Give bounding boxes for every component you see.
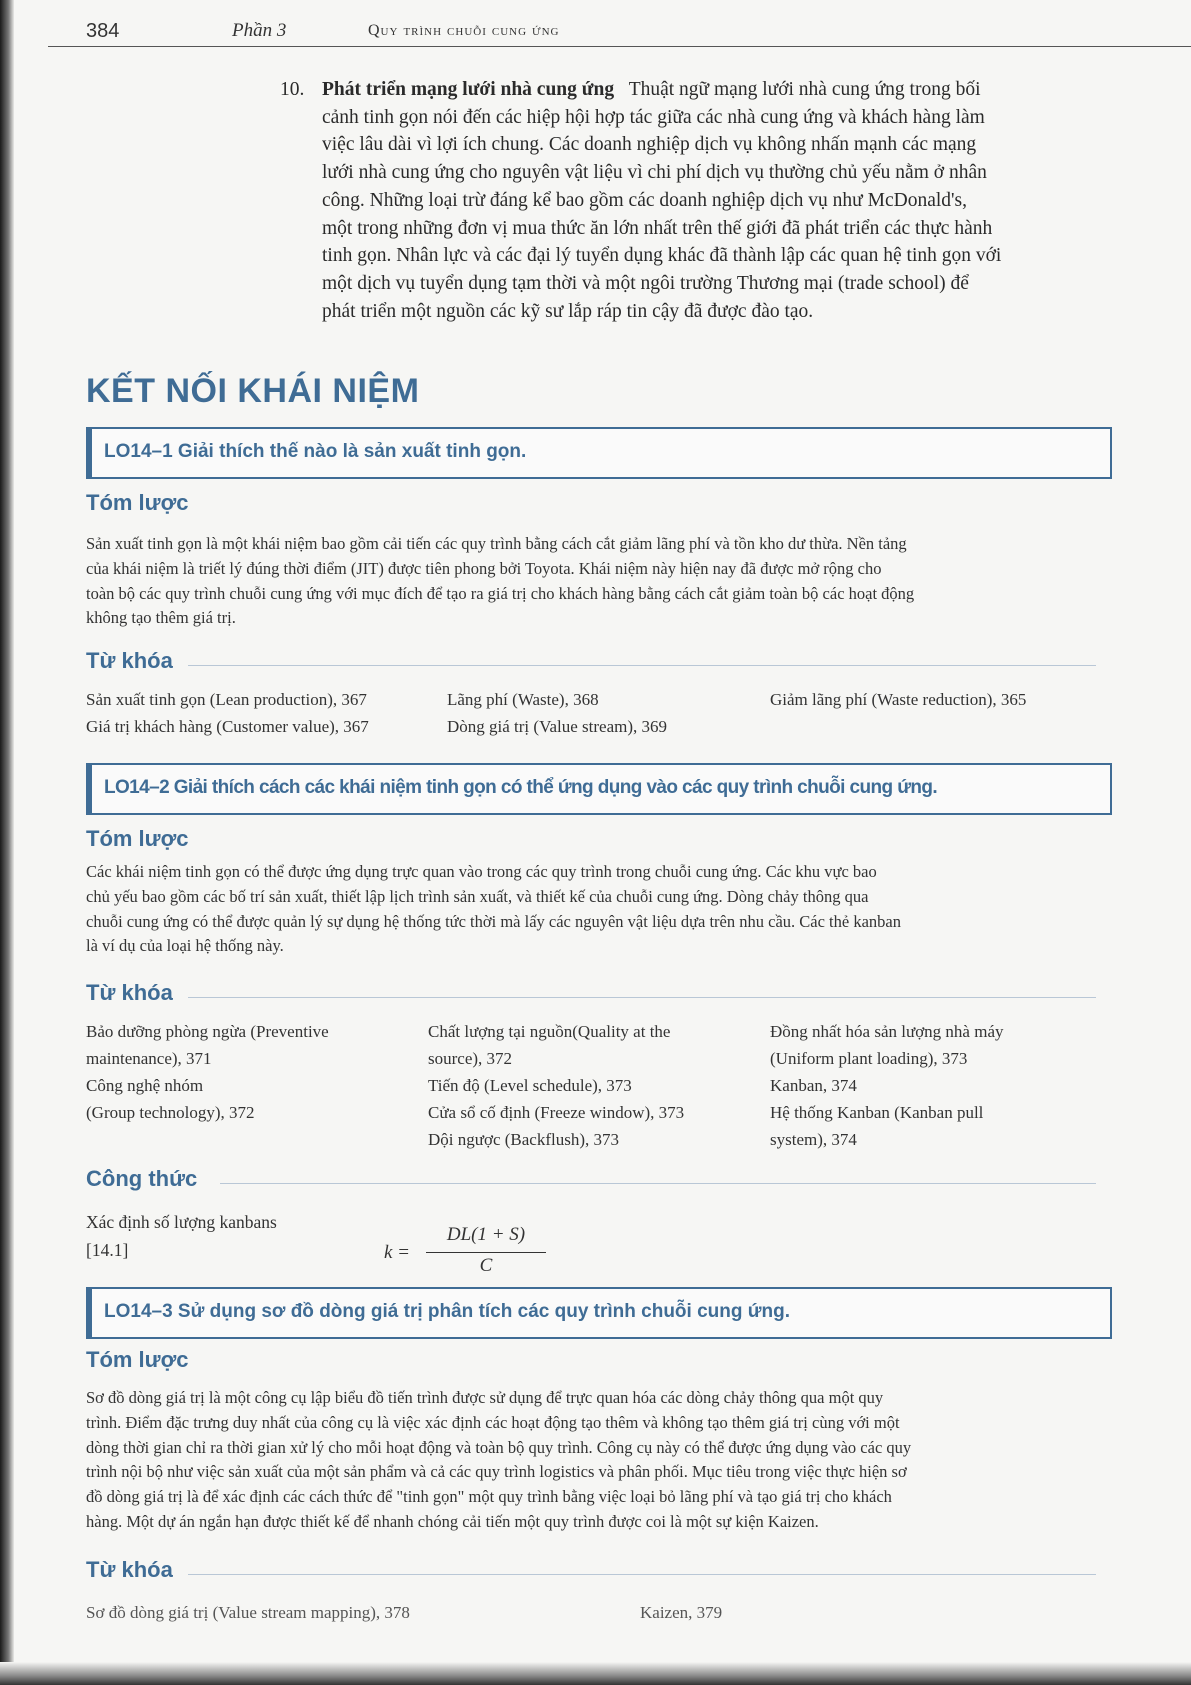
lo2-summary-label: Tóm lược (86, 826, 189, 851)
lo1-keyword-col-1: Sản xuất tinh gọn (Lean production), 367 Giá trị khách hàng (Customer value), 367 (86, 690, 369, 736)
item-number: 10. (280, 79, 305, 100)
formula-numerator: DL(1 + S) (446, 1224, 526, 1245)
lo1-heading-box (86, 427, 1112, 479)
lo1-heading: LO14–1 Giải thích thế nào là sản xuất tinh gọn. (104, 441, 527, 462)
lo2-formula-label: Công thức (86, 1166, 198, 1191)
lo2-keyword-col-3: Đồng nhất hóa sản lượng nhà máy (Uniform plant loading), 373 Kanban, 374 Hệ thống Kanban (Kanban pull system), 374 (770, 1022, 1004, 1149)
lo1-keyword-col-3: Giảm lãng phí (Waste reduction), 365 (770, 690, 1027, 709)
item10-line-4: công. Những loại trừ đáng kể bao gồm các doanh nghiệp dịch vụ như McDonald's, (322, 189, 967, 211)
formula-lhs: k = (384, 1242, 411, 1263)
lo3-keyword-2: Kaizen, 379 (640, 1603, 723, 1622)
item10-line-1: cảnh tinh gọn nói đến các hiệp hội hợp tác giữa các nhà cung ứng và khách hàng làm (322, 106, 985, 128)
fraction-bar (426, 1252, 546, 1253)
scan-shadow-bottom (0, 1662, 1191, 1685)
lo3-summary-label: Tóm lược (86, 1347, 189, 1372)
lo2-keyword-col-2: Chất lượng tại nguồn(Quality at the source), 372 Tiến độ (Level schedule), 373 Cửa sổ cố định (Freeze window), 373 Dội ngược (Backflush), 373 (428, 1022, 685, 1149)
item10-line-7: một dịch vụ tuyển dụng tạm thời và một ngôi trường Thương mại (trade school) để (322, 272, 969, 294)
formula-fraction (426, 1224, 546, 1277)
page-number: 384 (86, 20, 120, 42)
item10-title: Phát triển mạng lưới nhà cung ứng (322, 79, 615, 100)
lo2-keyword-col-1: Bảo dưỡng phòng ngừa (Preventive maintenance), 371 Công nghệ nhóm (Group technology), 372 (86, 1022, 329, 1122)
section-title: KẾT NỐI KHÁI NIỆM (86, 372, 420, 410)
lo3-keywords-rule (188, 1574, 1096, 1575)
list-item-10 (280, 76, 1095, 325)
lo2-heading-box (86, 763, 1112, 815)
item10-line-8: phát triển một nguồn các kỹ sư lắp ráp tin cậy đã được đào tạo. (322, 300, 814, 322)
formula-reference: [14.1] (86, 1240, 129, 1260)
item10-line-2: việc lâu dài vì lợi ích chung. Các doanh nghiệp dịch vụ không nhấn mạnh các mạng (322, 134, 977, 156)
lo1-keywords-rule (188, 665, 1096, 666)
lo1-keyword-col-2: Lãng phí (Waste), 368 Dòng giá trị (Value stream), 369 (447, 690, 667, 736)
lo3-keywords-label: Từ khóa (86, 1557, 173, 1582)
lo1-summary-label: Tóm lược (86, 490, 189, 515)
item10-line-6: tinh gọn. Nhân lực và các đại lý tuyển dụng khác đã thành lập các quan hệ tinh gọn với (322, 245, 1002, 267)
lo2-keywords-label: Từ khóa (86, 980, 173, 1005)
lo3-summary: Sơ đồ dòng giá trị là một công cụ lập biểu đồ tiến trình được sử dụng để trực quan hóa các dòng chảy thông qua một quy trình. Điểm đặc trưng duy nhất của công cụ là việc xác định các hoạt động tạo thêm và không tạo thêm giá trị cùng với một dòng thời gian chỉ ra thời gian xử lý cho mỗi hoạt động và toàn bộ quy trình. Công cụ này có thể được ứng dụng vào các quy trình nội bộ như việc sản xuất của một sản phẩm và cả các quy trình logistics và phân phối. Mục tiêu trong việc thực hiện sơ đồ dòng giá trị là để xác định các cách thức để "tinh gọn" một quy trình bằng việc loại bỏ lãng phí và tạo giá trị cho khách hàng. Một dự án ngắn hạn được thiết kế để nhanh chóng cải tiến một quy trình được coi là một sự kiện Kaizen. (86, 1388, 912, 1531)
item10-line-5: một trong những đơn vị mua thức ăn lớn nhất trên thế giới đã phát triển các thực hành (322, 217, 993, 239)
lo2-keywords-rule (188, 997, 1096, 998)
lo3-keyword-1: Sơ đồ dòng giá trị (Value stream mapping), 378 (86, 1603, 410, 1622)
formula-denominator: C (479, 1255, 493, 1276)
lo2-summary: Các khái niệm tinh gọn có thể được ứng dụng trực quan vào trong các quy trình trong chuỗi cung ứng. Các khu vực bao chủ yếu bao gồm các bố trí sản xuất, thiết lập lịch trình sản xuất, và thiết kế của chuỗi cung ứng. Dòng chảy thông qua chuỗi cung ứng có thể được quản lý sự dụng hệ thống tức thời mà lấy các nguyên vật liệu dựa trên nhu cầu. Các thẻ kanban là ví dụ của loại hệ thống này. (86, 862, 901, 956)
formula-description: Xác định số lượng kanbans [14.1] (86, 1208, 277, 1264)
item10-line-0: Phát triển mạng lưới nhà cung ứng Thuật ngữ mạng lưới nhà cung ứng trong bối (322, 79, 981, 100)
item10-line-3: lưới nhà cung ứng cho nguyên vật liệu vì chi phí dịch vụ thường chủ yếu nằm ở nhân (322, 162, 987, 184)
lo3-heading: LO14–3 Sử dụng sơ đồ dòng giá trị phân tích các quy trình chuỗi cung ứng. (104, 1301, 791, 1322)
lo2-formula-rule (220, 1183, 1096, 1184)
scan-shadow-left (0, 0, 14, 1685)
header-rule (48, 46, 1191, 47)
lo1-keywords-label: Từ khóa (86, 648, 173, 673)
lo2-heading: LO14–2 Giải thích cách các khái niệm tinh gọn có thể ứng dụng vào các quy trình chuỗi cung ứng. (104, 777, 938, 798)
lo1-summary: Sản xuất tinh gọn là một khái niệm bao gồm cải tiến các quy trình bằng cách cắt giảm lãng phí và tồn kho dư thừa. Nền tảng của khái niệm là triết lý đúng thời điểm (JIT) được tiên phong bởi Toyota. Khái niệm này hiện nay đã được mở rộng cho toàn bộ các quy trình chuỗi cung ứng với mục đích để tạo ra giá trị cho khách hàng bằng cách cắt giảm toàn bộ các hoạt động không tạo thêm giá trị. (86, 534, 915, 628)
running-head (86, 18, 1096, 46)
lo3-heading-box (86, 1287, 1112, 1339)
chapter-title: Quy trình chuỗi cung ứng (368, 22, 560, 39)
part-label: Phần 3 (232, 20, 287, 41)
